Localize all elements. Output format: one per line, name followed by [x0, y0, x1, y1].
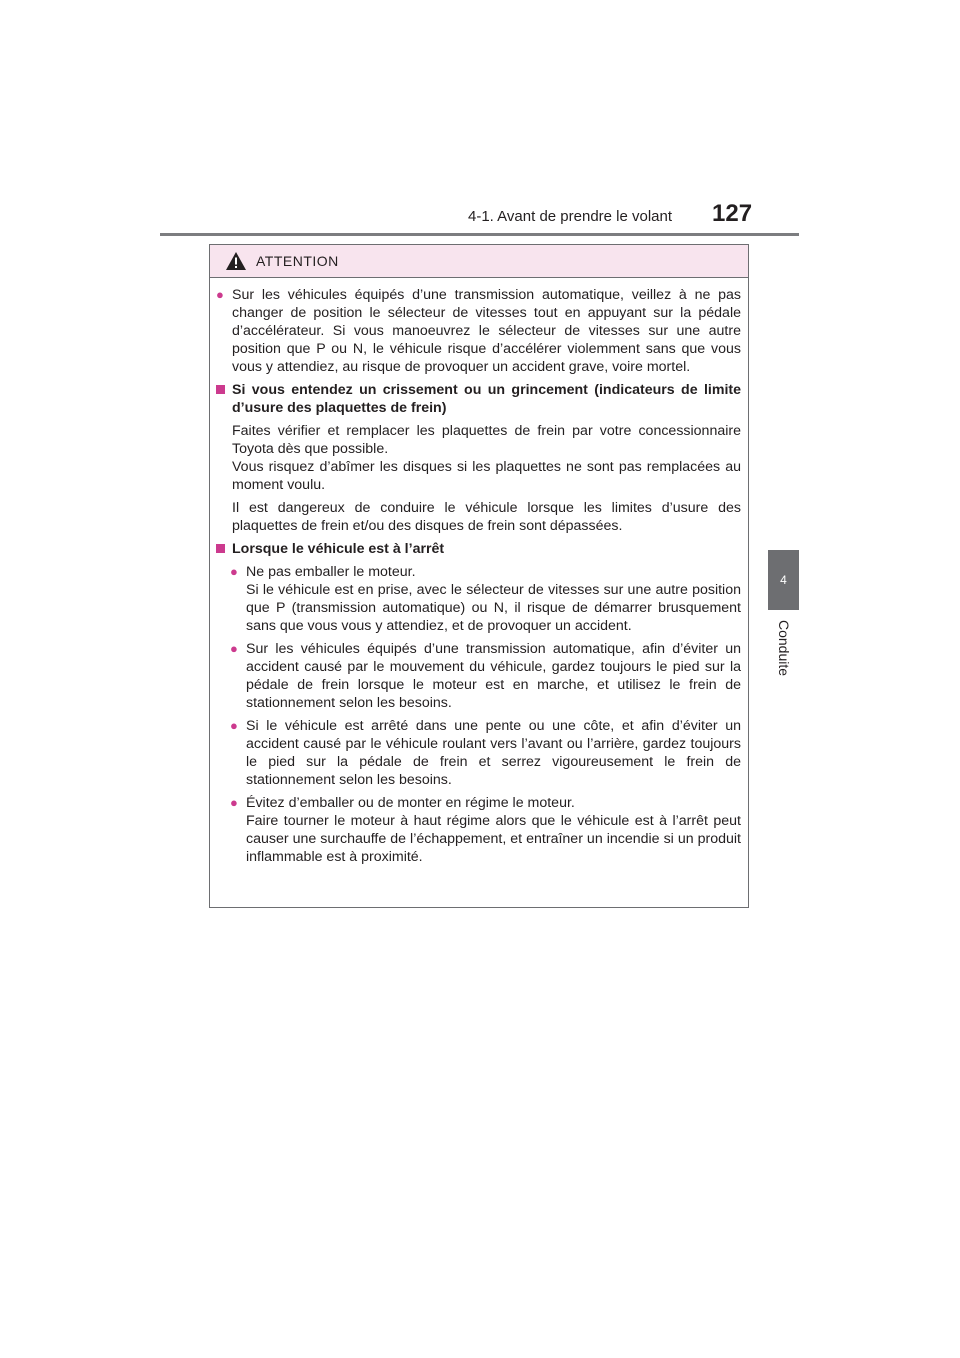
warning-item	[216, 717, 741, 789]
warning-triangle-icon	[225, 251, 247, 271]
warning-item-text: Sur les véhicules équipés d’une transmission automatique, veillez à ne pas changer de position le sélecteur de vitesses tout en appuyant sur la pédale d’accélérateur. Si vous manoeuvrez le sélecteur de vitesses sur une autre position que P ou N, le véhicule risque d’accélérer violemment sans que vous vous y attendiez, au risque de provoquer un accident grave, voire mortel.	[232, 287, 741, 375]
bullet-icon: ●	[216, 287, 224, 302]
bullet-icon: ●	[230, 718, 238, 733]
chapter-label: Conduite	[776, 619, 793, 677]
warning-item-text: Sur les véhicules équipés d’une transmission automatique, afin d’éviter un accident causé par le mouvement du véhicule, gardez toujours le pied sur la pédale de frein lorsque le moteur est en marche, et utilisez le frein de stationnement selon les besoins.	[246, 641, 741, 711]
section-heading-row	[216, 540, 741, 558]
paragraph: Il est dangereux de conduire le véhicule lorsque les limites d’usure des plaquettes de frein et/ou des disques de frein sont dépassées.	[232, 500, 741, 534]
chapter-tab	[768, 550, 799, 610]
warning-item-text: Faire tourner le moteur à haut régime alors que le véhicule est à l’arrêt peut causer une surchauffe de l’échappement, et entraîner un incendie si un produit inflammable est à proximité.	[246, 813, 741, 865]
paragraph-line: Faites vérifier et remplacer les plaquettes de frein par votre concessionnaire Toyota dès que possible.	[232, 423, 741, 457]
warning-item	[216, 640, 741, 712]
warning-item-text: Ne pas emballer le moteur.	[246, 564, 416, 580]
bullet-icon: ●	[230, 641, 238, 656]
header-divider	[160, 233, 799, 236]
square-bullet-icon	[216, 540, 232, 558]
warning-item	[216, 286, 741, 376]
section-title: 4-1. Avant de prendre le volant	[468, 208, 673, 225]
warning-item	[216, 794, 741, 866]
warning-header	[210, 245, 748, 278]
warning-body	[210, 278, 748, 866]
chapter-number: 4	[780, 573, 787, 587]
section-heading: Si vous entendez un crissement ou un grincement (indicateurs de limite d’usure des plaquettes de frein)	[232, 382, 741, 416]
warning-item	[216, 563, 741, 635]
bullet-icon: ●	[230, 795, 238, 810]
bullet-icon: ●	[230, 564, 238, 579]
warning-item-text: Évitez d’emballer ou de monter en régime le moteur.	[246, 795, 575, 811]
page-number: 127	[712, 200, 753, 227]
warning-box	[209, 244, 749, 908]
square-bullet-icon	[216, 381, 232, 417]
section-heading-row	[216, 381, 741, 417]
section-heading: Lorsque le véhicule est à l’arrêt	[232, 541, 445, 557]
warning-item-text: Si le véhicule est en prise, avec le sélecteur de vitesses sur une autre position que P (transmission automatique) ou N, il risque de démarrer brusquement sans que vous vous y attendiez, et de provoquer un accident.	[246, 582, 741, 634]
warning-item-text: Si le véhicule est arrêté dans une pente ou une côte, et afin d’éviter un accident causé par le véhicule roulant vers l’avant ou l’arrière, gardez toujours le pied sur la pédale de frein et serrez vigoureusement le frein de stationnement selon les besoins.	[246, 718, 741, 788]
chapter-label-container	[760, 618, 808, 678]
warning-title: ATTENTION	[256, 253, 339, 269]
paragraph-line: Vous risquez d’abîmer les disques si les plaquettes ne sont pas remplacées au moment voulu.	[232, 459, 741, 493]
paragraph	[216, 422, 741, 494]
